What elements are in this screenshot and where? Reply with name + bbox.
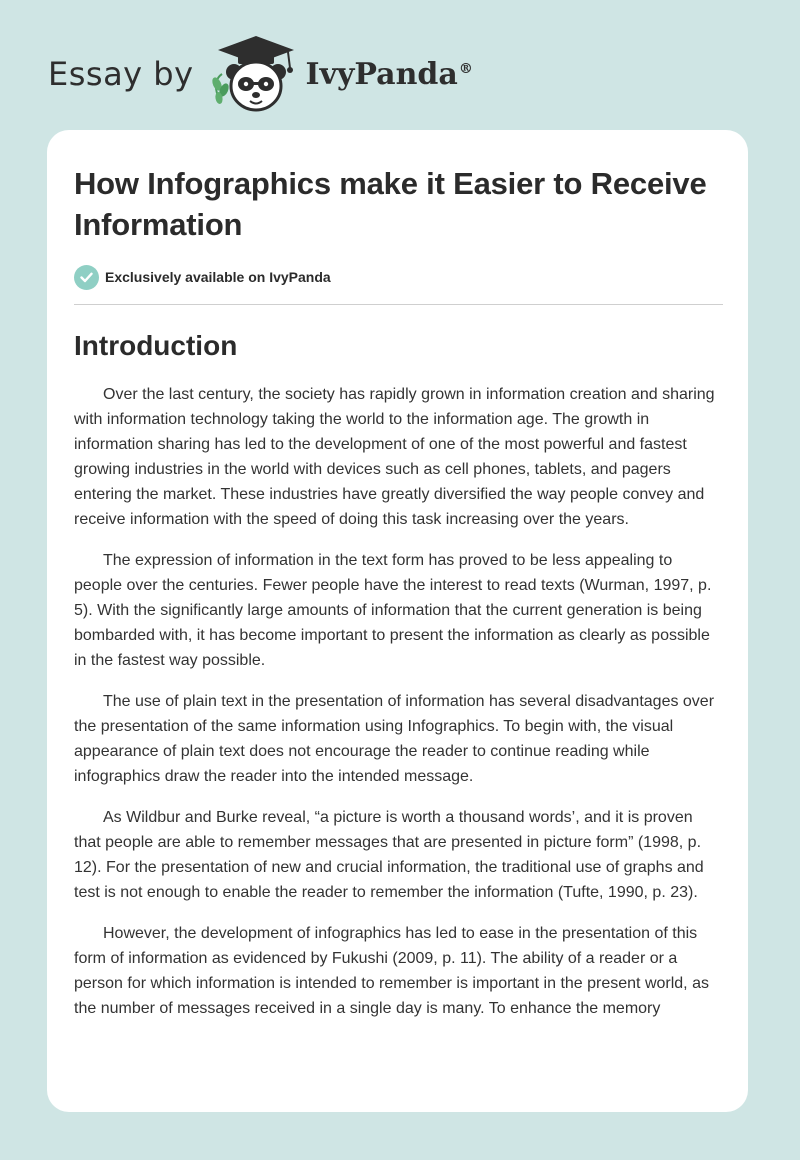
check-circle-icon — [74, 265, 99, 290]
essay-content — [74, 163, 723, 1037]
body-paragraph: The expression of information in the text form has proved to be less appealing to people over the centuries. Fewer people have the interest to read texts (Wurman, 1997, p. 5). With the significantly large amounts of information that the current generation is being bombarded with, it has become important to present the information as clearly as possible in the fastest way possible. — [74, 552, 712, 669]
essay-title: How Infographics make it Easier to Receive Information — [74, 166, 707, 242]
essay-card — [47, 130, 748, 1112]
body-paragraph: Over the last century, the society has rapidly grown in information creation and sharing with information technology taking the world to the information age. The growth in information sharing has led to the development of one of the most powerful and fastest growing industries in the world with devices such as cell phones, tablets, and pagers entering the market. These industries have greatly diversified the way people convey and receive information with the speed of doing this task increasing over the years. — [74, 386, 715, 528]
essay-body — [74, 382, 723, 1021]
brand-header — [48, 34, 473, 114]
body-paragraph: However, the development of infographics has led to ease in the presentation of this form of information as evidenced by Fukushi (2009, p. 11). The ability of a reader or a person for which information is intended to remember is important in the present world, as the number of messages received in a single day is many. To enhance the memory — [74, 925, 709, 1017]
panda-graduate-logo-icon[interactable] — [208, 34, 304, 114]
exclusive-badge — [74, 264, 723, 290]
brand-name: IvyPanda® — [305, 56, 473, 92]
registered-mark: ® — [458, 60, 473, 77]
brand-prefix: Essay by — [48, 55, 194, 93]
body-paragraph: The use of plain text in the presentation of information has several disadvantages over the presentation of the same information using Infographics. To begin with, the visual appearance of plain text does not encourage the reader to continue reading while infographics draw the reader into the intended message. — [74, 693, 715, 785]
section-heading: Introduction — [74, 330, 238, 361]
divider — [74, 304, 723, 305]
body-paragraph: As Wildbur and Burke reveal, “a picture is worth a thousand words’, and it is proven that people are able to remember messages that are presented in picture form” (1998, p. 12). For the presentation of new and crucial information, the traditional use of graphs and test is not enough to enable the reader to remember the information (Tufte, 1990, p. 23). — [74, 809, 704, 901]
exclusive-label: Exclusively available on IvyPanda — [105, 269, 331, 285]
